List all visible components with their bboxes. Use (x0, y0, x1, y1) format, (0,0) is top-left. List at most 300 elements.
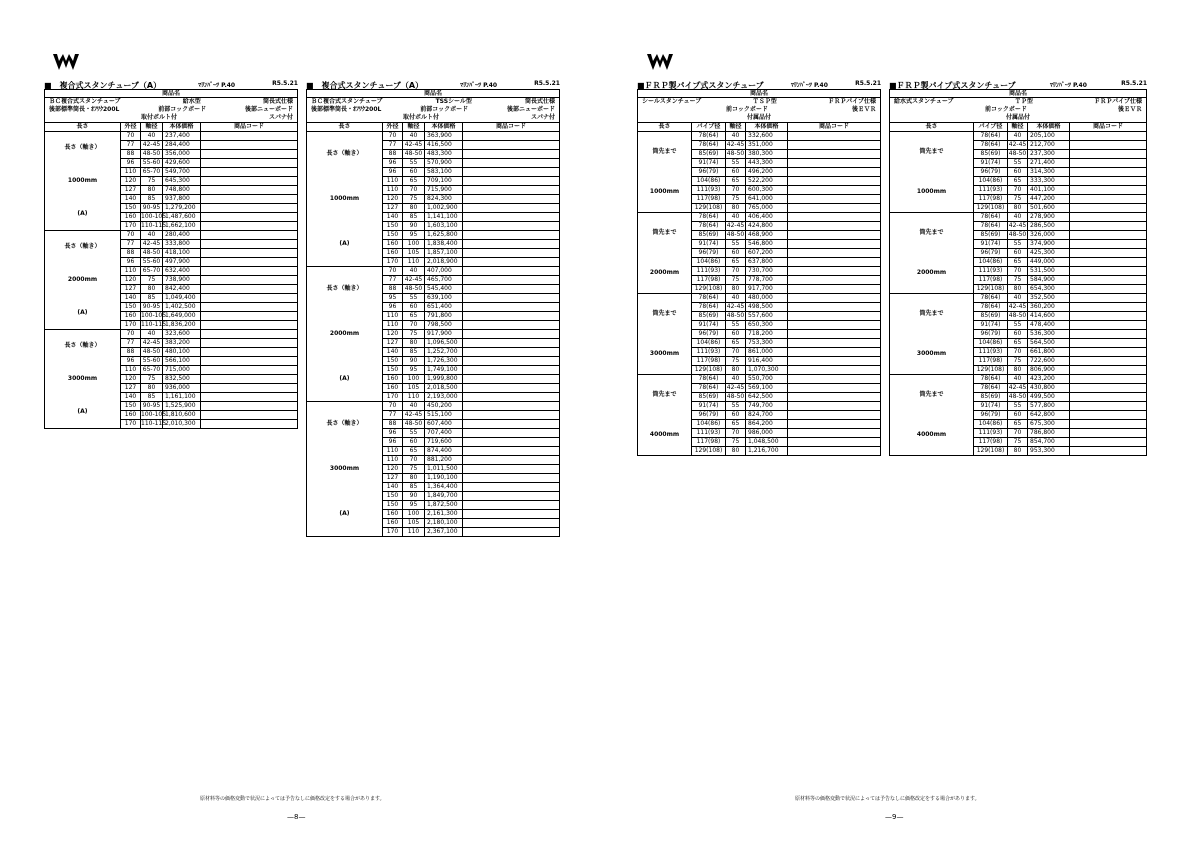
diameter-cell: 96 (121, 258, 141, 266)
price-cell: 1,279,200 (163, 204, 201, 212)
header-text: 筒長式仕様 (524, 98, 555, 105)
header-text: 給水式スタンチューブ (894, 98, 954, 105)
product-code-cell (463, 294, 559, 302)
product-code-cell (788, 204, 880, 212)
table-row (383, 348, 559, 357)
price-cell: 333,800 (163, 240, 201, 248)
table-row (121, 141, 297, 150)
shaft-cell: 65 (726, 339, 746, 347)
price-cell: 401,100 (1028, 186, 1070, 194)
product-code-cell (201, 240, 297, 248)
price-cell: 549,700 (163, 168, 201, 176)
table-row (974, 204, 1146, 212)
group-label-text: 筒先まで (919, 391, 944, 398)
table-row (383, 240, 559, 249)
diameter-cell: 78(64) (692, 303, 726, 311)
price-cell: 557,600 (746, 312, 788, 320)
diameter-cell: 91(74) (974, 321, 1008, 329)
price-cell: 237,400 (163, 132, 201, 140)
table-row (692, 159, 880, 168)
table-row (692, 267, 880, 276)
logo-right (646, 52, 674, 72)
diameter-cell: 160 (121, 213, 141, 221)
shaft-cell: 55 (726, 240, 746, 248)
product-code-cell (788, 213, 880, 221)
title-ref: ﾏﾘﾝﾊﾟｰﾂ P.40 (460, 82, 498, 89)
column-header: パイプ径 (974, 123, 1008, 131)
product-code-cell (788, 231, 880, 239)
table-row (121, 357, 297, 366)
diameter-cell: 111(93) (974, 186, 1008, 194)
diameter-cell: 120 (383, 465, 403, 473)
product-code-cell (463, 213, 559, 221)
price-cell: 2,161,300 (425, 510, 463, 518)
product-code-cell (463, 366, 559, 374)
price-cell: 650,300 (746, 321, 788, 329)
header-line2 (638, 106, 880, 114)
length-group (45, 231, 297, 330)
price-table (889, 89, 1147, 456)
price-cell: 824,300 (425, 195, 463, 203)
product-code-cell (788, 420, 880, 428)
price-cell: 1,487,600 (163, 213, 201, 221)
diameter-cell: 129(108) (974, 447, 1008, 455)
length-group (638, 294, 880, 375)
diameter-cell: 78(64) (692, 384, 726, 392)
length-group (890, 294, 1146, 375)
header-text: 後ＥＶＲ (851, 106, 876, 113)
diameter-cell: 104(86) (692, 420, 726, 428)
table-row (383, 420, 559, 429)
price-cell: 447,200 (1028, 195, 1070, 203)
price-cell: 1,857,100 (425, 249, 463, 257)
shaft-cell: 65-70 (141, 168, 163, 176)
price-cell: 480,100 (163, 348, 201, 356)
price-cell: 286,500 (1028, 222, 1070, 230)
product-code-cell (463, 177, 559, 185)
table-row (974, 213, 1146, 222)
product-code-cell (463, 375, 559, 383)
product-code-cell (1070, 249, 1146, 257)
price-cell: 1,525,900 (163, 402, 201, 410)
product-code-cell (463, 348, 559, 356)
product-code-cell (463, 456, 559, 464)
product-code-cell (463, 492, 559, 500)
price-cell: 416,500 (425, 141, 463, 149)
product-code-cell (463, 240, 559, 248)
shaft-cell: 60 (403, 438, 425, 446)
product-code-cell (463, 402, 559, 410)
table-row (121, 186, 297, 195)
title-date: R5.5.21 (855, 80, 881, 87)
shaft-cell: 70 (1008, 267, 1028, 275)
product-code-cell (463, 303, 559, 311)
table-row (121, 339, 297, 348)
diameter-cell: 77 (383, 141, 403, 149)
table-row (974, 339, 1146, 348)
header-text: 後部標準筒長・ｵﾌﾜｸ200L (311, 106, 382, 113)
product-code-cell (463, 465, 559, 473)
shaft-cell: 60 (726, 330, 746, 338)
column-header: 長さ (307, 123, 383, 131)
product-code-cell (1070, 186, 1146, 194)
table-row (974, 222, 1146, 231)
table-row (383, 330, 559, 339)
product-code-cell (201, 420, 297, 428)
table-row (692, 132, 880, 141)
product-code-cell (463, 420, 559, 428)
table-row (121, 366, 297, 375)
product-code-cell (1070, 213, 1146, 221)
diameter-cell: 120 (121, 177, 141, 185)
product-code-cell (788, 186, 880, 194)
product-code-cell (463, 258, 559, 266)
diameter-cell: 170 (121, 222, 141, 230)
product-code-cell (463, 357, 559, 365)
product-code-cell (788, 312, 880, 320)
product-code-cell (1070, 294, 1146, 302)
price-cell: 1,625,800 (425, 231, 463, 239)
diameter-cell: 117(98) (692, 195, 726, 203)
price-cell: 383,200 (163, 339, 201, 347)
shaft-cell: 75 (141, 177, 163, 185)
product-code-cell (788, 195, 880, 203)
price-cell: 1,999,800 (425, 375, 463, 383)
table-row (692, 249, 880, 258)
table-row (692, 186, 880, 195)
table-row (121, 213, 297, 222)
diameter-cell: 96(79) (974, 411, 1008, 419)
product-code-cell (1070, 357, 1146, 365)
table-row (974, 141, 1146, 150)
price-cell: 278,900 (1028, 213, 1070, 221)
shaft-cell: 42-45 (726, 384, 745, 391)
diameter-cell: 127 (121, 285, 141, 293)
price-cell: 791,800 (425, 312, 463, 320)
product-code-cell (201, 150, 297, 158)
table-row (383, 366, 559, 375)
product-code-cell (1070, 366, 1146, 374)
table-row (121, 150, 297, 159)
product-code-cell (463, 528, 559, 536)
price-cell: 418,100 (163, 249, 201, 257)
shaft-cell: 105 (403, 249, 425, 257)
price-cell: 730,700 (746, 267, 788, 275)
group-label-text: 長さ（軸き） (326, 150, 363, 158)
diameter-cell: 120 (383, 330, 403, 338)
table-row (692, 294, 880, 303)
shaft-cell: 48-50 (1008, 312, 1027, 319)
shaft-cell: 80 (726, 285, 746, 293)
table-row (383, 357, 559, 366)
price-cell: 753,300 (746, 339, 788, 347)
table-row (121, 168, 297, 177)
group-label-text: 3000mm (67, 374, 98, 382)
length-group (638, 132, 880, 213)
product-code-cell (788, 375, 880, 383)
header-text: 後部ニューボード (244, 106, 293, 113)
length-group (638, 375, 880, 455)
price-cell: 675,300 (1028, 420, 1070, 428)
table-row (383, 456, 559, 465)
product-code-cell (788, 411, 880, 419)
header-line3 (307, 114, 559, 122)
shaft-cell: 55-60 (141, 258, 163, 266)
product-code-cell (201, 393, 297, 401)
shaft-cell: 80 (403, 339, 425, 347)
price-cell: 423,200 (1028, 375, 1070, 383)
diameter-cell: 127 (383, 204, 403, 212)
table-row (383, 303, 559, 312)
product-code-cell (463, 159, 559, 167)
price-cell: 715,900 (425, 186, 463, 194)
product-code-cell (201, 285, 297, 293)
table-row (383, 159, 559, 168)
diameter-cell: 110 (383, 312, 403, 320)
diameter-cell: 117(98) (692, 438, 726, 446)
table-row (974, 267, 1146, 276)
goods-label: 商品名 (890, 90, 1146, 98)
shaft-cell: 85 (403, 213, 425, 221)
group-label-text: 筒先まで (652, 229, 677, 236)
shaft-cell: 85 (141, 195, 163, 203)
table-row (974, 177, 1146, 186)
price-cell: 2,018,900 (425, 258, 463, 266)
product-code-cell (788, 429, 880, 437)
shaft-cell: 75 (726, 195, 746, 203)
price-cell: 271,400 (1028, 159, 1070, 167)
table-row (121, 249, 297, 258)
table-row (692, 276, 880, 285)
diameter-cell: 129(108) (692, 447, 726, 455)
table-row (121, 348, 297, 357)
column-header: 軸径 (726, 123, 746, 131)
shaft-cell: 65 (1008, 258, 1028, 266)
diameter-cell: 78(64) (974, 141, 1008, 149)
diameter-cell: 104(86) (974, 420, 1008, 428)
table-row (974, 447, 1146, 455)
table-row (383, 384, 559, 393)
shaft-cell: 48-50 (1008, 231, 1027, 238)
price-cell: 842,400 (163, 285, 201, 293)
shaft-cell: 65 (726, 420, 746, 428)
product-code-cell (1070, 240, 1146, 248)
column-headers (890, 123, 1146, 132)
diameter-cell: 120 (121, 375, 141, 383)
shaft-cell: 70 (726, 267, 746, 275)
table-row (121, 177, 297, 186)
shaft-cell: 40 (403, 267, 425, 275)
shaft-cell: 55-60 (141, 159, 163, 167)
diameter-cell: 110 (383, 321, 403, 329)
header-text: 筒長式仕様 (262, 98, 293, 105)
goods-label: 商品名 (638, 90, 880, 98)
product-code-cell (463, 312, 559, 320)
shaft-cell: 40 (1008, 294, 1028, 302)
product-code-cell (1070, 132, 1146, 140)
price-cell: 414,600 (1028, 312, 1070, 320)
shaft-cell: 65 (403, 312, 425, 320)
shaft-cell: 80 (726, 204, 746, 212)
price-cell: 707,400 (425, 429, 463, 437)
column-header: 本体価格 (163, 123, 201, 131)
product-code-cell (201, 141, 297, 149)
price-cell: 2,367,100 (425, 528, 463, 536)
product-code-cell (463, 150, 559, 158)
column-header: 本体価格 (746, 123, 788, 131)
diameter-cell: 77 (121, 240, 141, 248)
shaft-cell: 55 (403, 159, 425, 167)
shaft-cell: 40 (726, 375, 746, 383)
shaft-cell: 60 (1008, 168, 1028, 176)
shaft-cell: 60 (726, 249, 746, 257)
table-row (383, 438, 559, 447)
table-row (121, 231, 297, 240)
shaft-cell: 85 (403, 348, 425, 356)
price-cell: 570,900 (425, 159, 463, 167)
header-line3 (45, 114, 297, 122)
price-table (637, 89, 881, 456)
table-row (121, 267, 297, 276)
table-row (121, 222, 297, 230)
price-cell: 1,141,100 (425, 213, 463, 221)
table-row (383, 294, 559, 303)
shaft-cell: 90 (403, 222, 425, 230)
price-cell: 407,000 (425, 267, 463, 275)
table-row (383, 195, 559, 204)
header-text: 前コックボード (726, 106, 768, 113)
table-row (383, 285, 559, 294)
diameter-cell: 96 (383, 429, 403, 437)
goods-label: 商品名 (307, 90, 559, 98)
product-code-cell (1070, 267, 1146, 275)
diameter-cell: 85(69) (974, 312, 1008, 320)
table-row (121, 240, 297, 249)
shaft-cell: 55 (403, 429, 425, 437)
header-text: 付属品付 (746, 114, 771, 121)
price-cell: 748,800 (163, 186, 201, 194)
diameter-cell: 117(98) (974, 276, 1008, 284)
diameter-cell: 110 (121, 267, 141, 275)
header-text: 給水型 (182, 98, 201, 105)
diameter-cell: 70 (383, 267, 403, 275)
table-row (692, 330, 880, 339)
diameter-cell: 120 (121, 276, 141, 284)
price-cell: 478,400 (1028, 321, 1070, 329)
price-cell: 212,700 (1028, 141, 1070, 149)
price-cell: 936,000 (163, 384, 201, 392)
price-cell: 531,500 (1028, 267, 1070, 275)
product-code-cell (1070, 384, 1146, 392)
diameter-cell: 85(69) (974, 150, 1008, 158)
table-row (383, 483, 559, 492)
diameter-cell: 91(74) (974, 402, 1008, 410)
table-row (383, 429, 559, 438)
shaft-cell: 95 (403, 231, 425, 239)
column-header: 軸径 (403, 123, 425, 131)
title-title: ■ＦＲＰ製パイプ式スタンチューブ (889, 81, 1016, 90)
diameter-cell: 96(79) (692, 411, 726, 419)
shaft-cell: 75 (141, 375, 163, 383)
shaft-cell: 42-45 (726, 141, 745, 148)
price-cell: 584,900 (1028, 276, 1070, 284)
product-code-cell (463, 429, 559, 437)
product-code-cell (201, 330, 297, 338)
product-code-cell (1070, 195, 1146, 203)
diameter-cell: 78(64) (692, 141, 726, 149)
shaft-cell: 40 (1008, 213, 1028, 221)
shaft-cell: 110 (403, 258, 425, 266)
shaft-cell: 65 (726, 177, 746, 185)
diameter-cell: 78(64) (974, 213, 1008, 221)
column-header: 軸径 (1008, 123, 1028, 131)
diameter-cell: 160 (383, 240, 403, 248)
table-row (974, 321, 1146, 330)
shaft-cell: 65-70 (141, 366, 163, 374)
table-row (383, 447, 559, 456)
table-row (121, 393, 297, 402)
price-cell: 497,900 (163, 258, 201, 266)
group-label (890, 375, 974, 455)
product-code-cell (201, 303, 297, 311)
diameter-cell: 96 (383, 438, 403, 446)
price-cell: 360,200 (1028, 303, 1070, 311)
diameter-cell: 77 (121, 339, 141, 347)
price-cell: 515,100 (425, 411, 463, 419)
price-cell: 501,600 (1028, 204, 1070, 212)
group-label-text: 1000mm (67, 176, 98, 184)
table-row (121, 330, 297, 339)
shaft-cell: 40 (726, 132, 746, 140)
product-code-cell (201, 294, 297, 302)
product-code-cell (463, 339, 559, 347)
table-row (383, 501, 559, 510)
diameter-cell: 78(64) (692, 222, 726, 230)
shaft-cell: 48-50 (403, 150, 425, 158)
product-code-cell (1070, 429, 1146, 437)
product-code-cell (201, 249, 297, 257)
diameter-cell: 117(98) (692, 357, 726, 365)
diameter-cell: 140 (121, 294, 141, 302)
table-row (692, 447, 880, 455)
table-row (383, 249, 559, 258)
product-code-cell (201, 366, 297, 374)
group-label-text: 長さ（軸き） (64, 144, 101, 152)
diameter-cell: 104(86) (692, 258, 726, 266)
group-label (890, 213, 974, 293)
shaft-cell: 40 (726, 213, 746, 221)
length-group (890, 375, 1146, 455)
header-text: 取付ボルト付 (402, 114, 439, 121)
column-headers (638, 123, 880, 132)
shaft-cell: 60 (1008, 249, 1028, 257)
product-code-cell (1070, 438, 1146, 446)
diameter-cell: 96(79) (692, 330, 726, 338)
diameter-cell: 78(64) (974, 294, 1008, 302)
table-row (383, 321, 559, 330)
price-cell: 654,300 (1028, 285, 1070, 293)
product-code-cell (788, 132, 880, 140)
price-cell: 1,838,400 (425, 240, 463, 248)
logo-left (52, 52, 80, 72)
shaft-cell: 42-45 (141, 240, 163, 248)
title-title: ■ＦＲＰ製パイプ式スタンチューブ (637, 81, 764, 90)
product-code-cell (463, 168, 559, 176)
title-ref: ﾏﾘﾝﾊﾟｰﾂ P.40 (198, 82, 236, 89)
shaft-cell: 60 (403, 303, 425, 311)
product-code-cell (788, 438, 880, 446)
shaft-cell: 75 (403, 330, 425, 338)
